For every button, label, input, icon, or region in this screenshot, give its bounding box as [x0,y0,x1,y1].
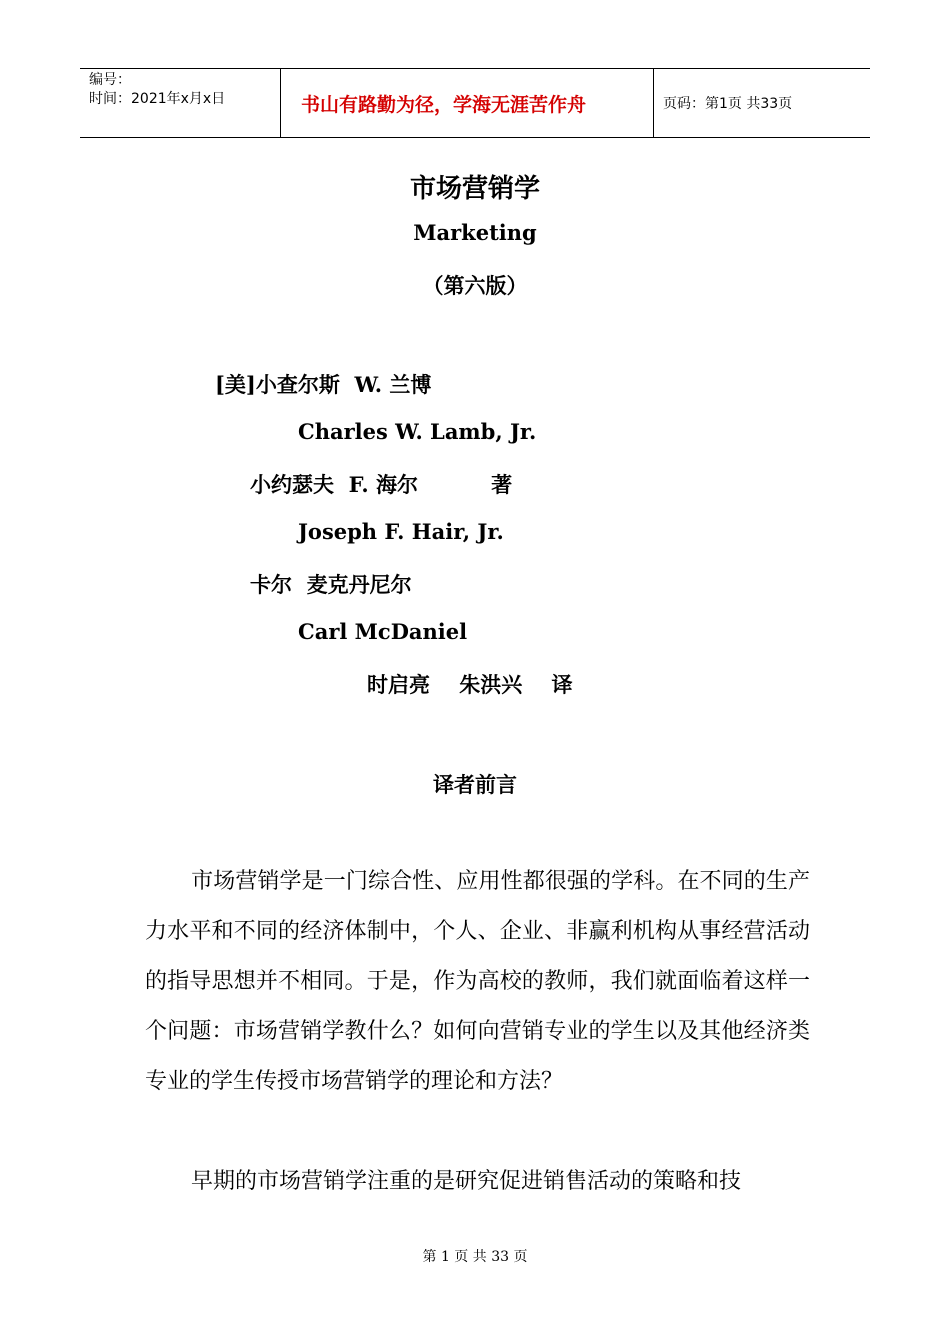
header-motto: 书山有路勤为径，学海无涯苦作舟 [281,69,654,137]
preface-paragraph-1 [145,857,810,1107]
author2-english: Joseph F. Hair, Jr. [298,519,504,544]
author2-chinese: 小约瑟夫 F. 海尔 著 [250,472,513,497]
author3-english: Carl McDaniel [298,619,468,644]
document-header [80,68,870,138]
author1-english: Charles W. Lamb, Jr. [298,419,537,444]
book-edition: （第六版） [422,273,528,298]
document-time-label: 时间：2021年x月x日 [89,91,226,107]
page-footer: 第 1 页 共 33 页 [422,1249,528,1265]
author1-chinese: [美]小查尔斯 W. 兰博 [215,372,432,397]
header-meta [80,69,281,137]
preface-paragraph-2 [145,1157,810,1207]
author3-chinese: 卡尔 麦克丹尼尔 [250,572,412,597]
paragraph-2-text: 早期的市场营销学注重的是研究促进销售活动的策略和技 [191,1169,742,1194]
book-subtitle: Marketing [413,220,537,245]
document-number-label: 编号： [89,72,131,88]
paragraph-1-text: 市场营销学是一门综合性、应用性都很强的学科。在不同的生产力水平和不同的经济体制中，个人、企业、非赢利机构从事经营活动的指导思想并不相同。于是，作为高校的教师，我们就面临着这样一个问题：市场营销学教什么？如何向营销专业的学生以及其他经济类专业的学生传授市场营销学的理论和方法？ [145,869,810,1094]
header-page-info: 页码：第1页 共33页 [663,96,793,112]
preface-heading: 译者前言 [433,772,517,797]
translators: 时启亮 朱洪兴 译 [367,672,573,697]
book-title: 市场营销学 [409,174,540,204]
